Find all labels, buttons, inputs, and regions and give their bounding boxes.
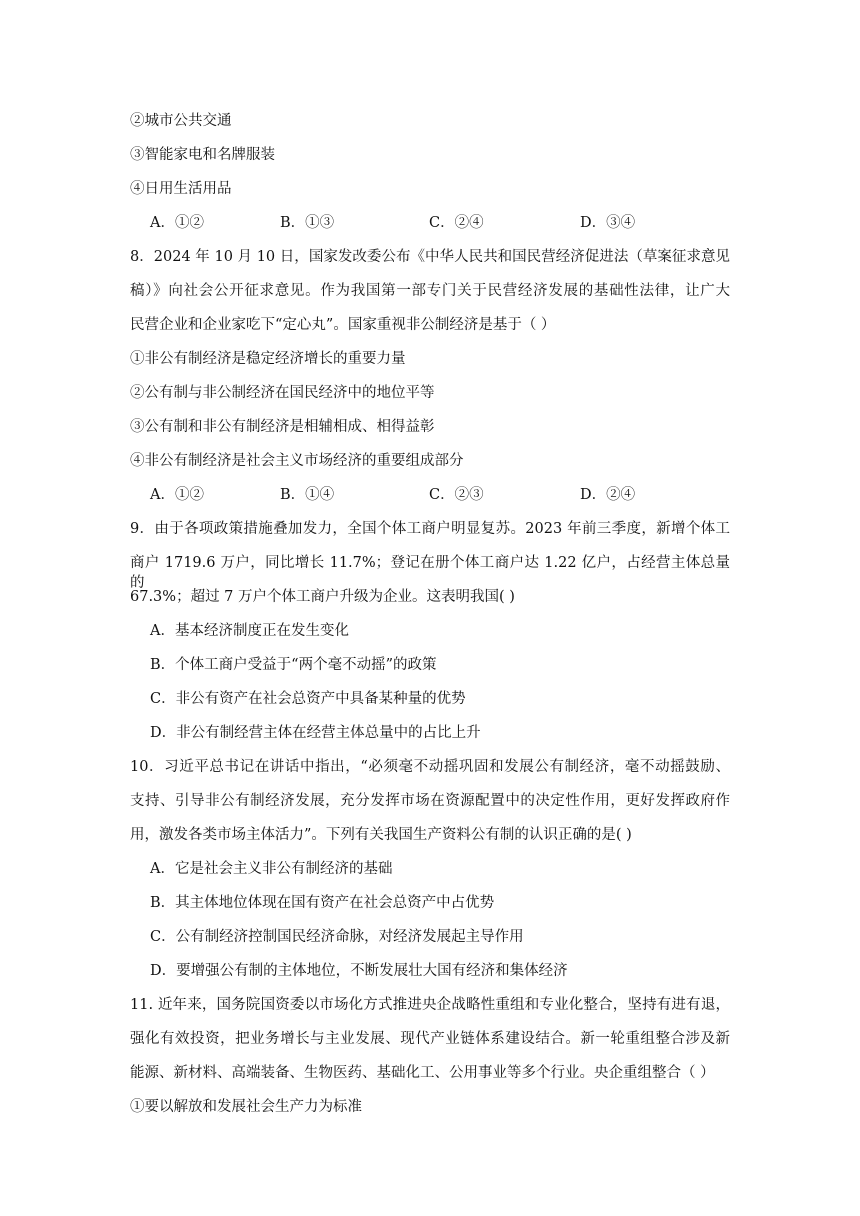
q10-choice-a: A．它是社会主义非公有制经济的基础 (150, 861, 393, 877)
q10-stem-line-1: 10．习近平总书记在讲话中指出，“必须毫不动摇巩固和发展公有制经济，毫不动摇鼓励、 (130, 759, 730, 775)
q8-option-c: C．②③ (429, 487, 484, 503)
q10-stem-line-2: 支持、引导非公有制经济发展，充分发挥市场在资源配置中的决定性作用，更好发挥政府作 (130, 793, 730, 809)
q9-choice-b: B．个体工商户受益于“两个毫不动摇”的政策 (150, 657, 437, 673)
q9-stem-line-1: 9．由于各项政策措施叠加发力，全国个体工商户明显复苏。2023 年前三季度，新增个体工 (130, 521, 730, 537)
q8-option-b: B．①④ (280, 487, 335, 503)
q7-item-4: ④日用生活用品 (130, 181, 232, 197)
q9-choice-c: C．非公有资产在社会总资产中具备某种量的优势 (150, 691, 466, 707)
q9-stem-line-2: 商户 1719.6 万户，同比增长 11.7%；登记在册个体工商户达 1.22 亿户，占经营主体总量的 (130, 555, 730, 591)
q11-stem-line-2: 强化有效投资，把业务增长与主业发展、现代产业链体系建设结合。新一轮重组整合涉及新 (130, 1031, 730, 1047)
q8-stem-line-2: 稿）》向社会公开征求意见。作为我国第一部专门关于民营经济发展的基础性法律，让广大 (130, 283, 730, 299)
q10-choice-d: D．要增强公有制的主体地位，不断发展壮大国有经济和集体经济 (150, 963, 568, 979)
q8-option-a: A．①② (150, 487, 204, 503)
q9-stem-line-3: 67.3%；超过 7 万户个体工商户升级为企业。这表明我国( ) (130, 589, 515, 605)
q11-item-1: ①要以解放和发展社会生产力为标准 (130, 1099, 362, 1115)
q10-choice-c: C．公有制经济控制国民经济命脉，对经济发展起主导作用 (150, 929, 524, 945)
q7-item-2: ②城市公共交通 (130, 113, 232, 129)
q7-option-b: B．①③ (280, 215, 335, 231)
q7-option-a: A．①② (150, 215, 204, 231)
q10-choice-b: B．其主体地位体现在国有资产在社会总资产中占优势 (150, 895, 495, 911)
q8-option-d: D．②④ (580, 487, 636, 503)
q8-item-1: ①非公有制经济是稳定经济增长的重要力量 (130, 351, 406, 367)
q7-option-c: C．②④ (429, 215, 484, 231)
q9-choice-a: A．基本经济制度正在发生变化 (150, 623, 349, 639)
q8-options (150, 485, 710, 505)
q8-item-3: ③公有制和非公有制经济是相辅相成、相得益彰 (130, 419, 435, 435)
q7-options (150, 213, 710, 233)
q10-stem-line-3: 用，激发各类市场主体活力”。下列有关我国生产资料公有制的认识正确的是( ) (130, 827, 632, 843)
q11-stem-line-3: 能源、新材料、高端装备、生物医药、基础化工、公用事业等多个行业。央企重组整合（ ） (130, 1065, 715, 1081)
q9-choice-d: D．非公有制经营主体在经营主体总量中的占比上升 (150, 725, 481, 741)
q8-stem-line-1: 8．2024 年 10 月 10 日，国家发改委公布《中华人民共和国民营经济促进法（草案征求意见 (130, 249, 730, 265)
q7-option-d: D．③④ (580, 215, 636, 231)
q8-item-4: ④非公有制经济是社会主义市场经济的重要组成部分 (130, 453, 464, 469)
q11-stem-line-1: 11. 近年来，国务院国资委以市场化方式推进央企战略性重组和专业化整合，坚持有进有退， (130, 997, 730, 1013)
q8-stem-line-3: 民营企业和企业家吃下“定心丸”。国家重视非公制经济是基于（ ） (130, 317, 556, 333)
q7-item-3: ③智能家电和名牌服装 (130, 147, 275, 163)
q8-item-2: ②公有制与非公制经济在国民经济中的地位平等 (130, 385, 435, 401)
